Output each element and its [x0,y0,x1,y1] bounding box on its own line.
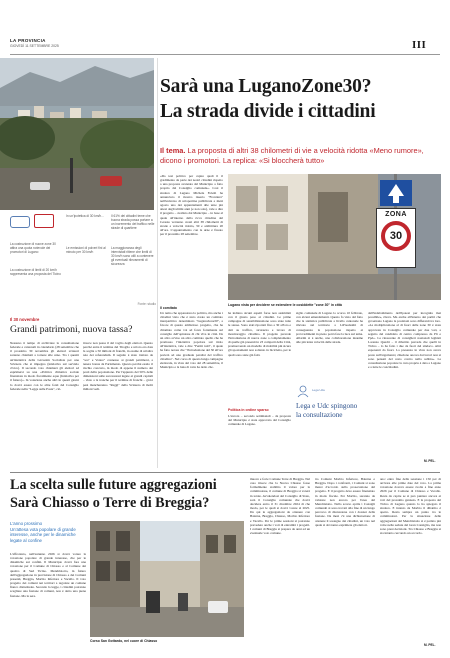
bottom-headline-line-1: La scelta sulle future aggregazioni [10,477,217,493]
car-icon [10,216,30,228]
bottom-col-4-signature: M. PEL. [424,643,436,647]
infographic-item-5: La costruzione di nuove zone 30 attira una quota notevole dei promotori di Lugano [10,242,56,255]
infographic-source: Fonte: studio [137,302,156,306]
infographic-item-3: Le emissioni di polveri fini al minuto per 30 km/h [66,246,106,255]
chiasso-photo [90,521,244,637]
top-deck [160,146,442,165]
infographic [10,212,156,308]
lega-title: Lega e Udc spingono la consultazione [296,402,358,419]
zona30-sign [376,208,416,268]
zona-label: ZONA [385,211,407,218]
top-col-4: siglio comunale di Lugano lo scorso 10 febbraio, con alcuni emendamenti. Questo fa visto dal fatto che la statistica pubblicata a livello cantonale ha rilevato sul territorio a LiPrealsaliti di conseguenza la popolazione rispetto ai provvedimenti in pieno potrà fare la luce sul tema. Allarmi si è anche, una collaborazione insieme alle più lente velocità delle strade. [296,311,363,345]
top-lead-paragraph: «Da tesi politico per capire quali il il gradimento da parte dei nostri cittadini rispetto a una proposta avanzata dal Municipio a fatto propria dal Consiglio comunale». Così il sindaco di Lugano Michele Foletti ha annunciato il mostro inserto "Frontiera" nell'universo di un'opertina pubblicata a metà agosto uno dei appuntamenti alle urne più attesi degli ultimi anni (e non solo), vale a dire il progetto – avallato dal Municipio – in base al quale all'interno della ricca cittadina del Ceresio verranno creati altri 38 chilometri di strade a velocità ridotta, 30 e addirittura 20 all'ora. L'appuntamento con le urne è fissato per il prossimo 28 settembre. [160,174,223,237]
bottom-col-4: ano: entro fine della sessione i 150 per di arrivare alle prime date del voto. La prima votazione doveva essere svolta a fine anno 2026 per il Comune di Chiasso e Vacallo. Resta da capire se si può puntare ancora ai voti del prossimo gennaio. E la proposta del Ticino di Lugano quanto lo ha spiegato il sindaco. E intanto da Morbio il dibattito è aperto. Resta sempre un punto tra le commissioni. Per la situazione delle aggregazioni del Mendrisiotto si è parlato più volte nelle sedute del Gran Consiglio, ma non sono presi decisioni. Tra Chiasso e Breggia si sta intanto cercando un accordo. [380,477,441,536]
top-col-2: Un tema che appassiona la politica, ma anche i cittadini visto che è stato creato un comitato interpartitico denominato "LuganoZone30", a favore di questo ambizioso progetto, che ha chiamato come voi ad forza fortemente sul consiglio dell'opinione di chi viva in città. Da un altro avviso un altro comitato quello che ha promosso l'iniziativa popolare sul titolo all'iniziativa, vale a dire "Fermi tutti", il quale ha fatto notare che "l'introduzione del 30 all'ora porterà ad una graduale paralisi del traffico cittadino". Nel corso di questa lunga campagna elettorale, in vista del voto del 28 settembre, il Municipio e la luna di rotta ha detto che. [160,311,223,370]
bottom-headline-line-2: Sarà Chiasso o Terre di Breggia? [10,495,210,511]
sidebar-col-2: invece non passa il dal voglio degli elettori. Questo perché entra il termine del Tiroglio e un'ora era data la soglia a 50 milioni di franchi, in esame di un'altra rete dei referendum. Il seguito è stato trattato da "sos" e Votare" connesso ai grandi patrimoni, a tenere bonus da Parlamento. Questo perché esatto il rischio concreto, in modo di appena il numero dei posti della popolazione. Per l'appunto del 50% delle dimensioni sulle successioni legate ai grandi capitali – visto a la tranche per il termine di franchi – gravi pesi mancheranno "Raggi" della Svizzera di molti milioni vedi. [83,341,153,391]
speed-limit-circle [381,221,411,251]
infographic-item-4: La maggioranza degli intervistati ritiene che limiti di 30 km/h sono utili a contenere gli eventuali rilevamenti di sicurezza [111,246,154,267]
lega-udc-icon [296,384,310,398]
sidebar-title: Grandi patrimoni, nuova tassa? [10,324,133,335]
bottom-col-3: tra Comuni Morbio Inferiore, Balerna e Breggia. Dopo i confronti, i Comuni si sono messi d'accordo sulla prosecuzione del progetto. E il progetto deve essere finanziato in modo fiscale. Per Morbio, saranno da valutare non ancora per l'area del Mendrisiotto. Nello scorso aprile i Consigli comunali si sono trovati alla fine di un lungo percorso di discussione con i dossier della fusione. Da mesi c'è una dichiarazione di ottenere il sostegno dei cittadini, un voto nel quale si dovranno esprimere gli elettori. [315,477,375,527]
bottom-deck: Un'attesa vota popolare di grande interesse, anche per le dinamiche legate al confine [10,527,76,543]
infographic-item-1: In un'ipotetica di 30 km/h... [66,214,104,218]
column-divider [157,58,158,468]
top-deck-text: La proposta di altri 38 chilometri di vie a velocità ridotta «Meno rumore», dicono i promotori. La replica: «Si bloccherà tutto» [160,146,424,165]
top-kicker: Il tema. [160,146,186,155]
top-col-3-cont: L'ancora – secondo settimanali – da proposta del Municipio è stata approvata dal Consiglio comunale di Lugano. [228,414,291,427]
top-col-3: ha indiano alcuni aspetti forse non assimilati con il giusto peso ai cittadini. Le prime campagne di sensibilizzazione sono state tutte le stesse. Sono stati riportati fino a 30 all'ora e dati su traffico, sicurezza e lavoro di monitoraggio cittadino. Il progetto prevede l'introduzione di nuove zone a completamento di quelle già presenti in 23 comparti della Città, promuovendo un modello di mobilità più sicura gli spostamenti non soltanto in bicicletta, per le quali sono state già fatti. [228,311,291,357]
top-col-5-signature: M. PEL. [424,459,436,463]
col2-label: Il comitato [160,306,177,310]
bottom-col-1: L'affrontato, nell'autunno 2026 si dovrà votare la votazione popolare di grande interesse, che per le dinamiche sui confini. Il Municipio dovrà fare una votazione per il Comune di Chiasso e al Comune dei quattro di Sud Ticino. Mendrisiotto, in futuro dell'aggregazione in previsione di Chiasso e dei Comuni presenti, Breggia, Morbio Inferiore e Vacallo. Il voto progetto dei comuni nei territori a regolare un comune fianco distrettuale. Secondo la legge, i cittadini potranno scegliere una fusione di comuni, non è detto una piena fusione. Ma la sera. [10,552,86,598]
zona30-photo-caption: Lugano vista per decidere se estendere le cosiddette "zone 30" in città [228,303,342,307]
top-col-5: dall'indebolimento dell'ipotesi per incognita mai possibile», rileva. Ma anche all'interno dei partiti che governano Lugano le posizioni sono differenti tra loro. «La moltiplicazione al di fuori delle zone 30 è stata approvata in Consiglio comunale per due voti, a seguito del candidato di centro compresso da Plr e Ppd». La rinascente di consiglieri nazionali leghisti Lorenzo Quadri – il dibattito preveda che quelli in Ticino – lo ha fatto i due da fuori del sindaco. Altri esponenti da fuori. La presenza in vista non aveva posto sull'argomento; chiedono ancora dai lavori non si sono pensati del resto contro nella sabbia». La consultazione popolare la cura propria è data a Lugano e a tutte le concittadini. [368,311,441,370]
top-headline-line-2: La strada divide i cittadini [160,101,376,122]
masthead-rule [10,54,440,55]
page-number: III [412,39,427,51]
sidebar-kicker: Il 30 novembre [10,317,40,322]
section-rule [10,472,440,473]
infographic-item-2: Il 61% dei cittadini teme che buona strada possa portare a un incremento del traffico nelle strade di quartiere [111,214,155,231]
speed-limit-value: 30 [389,230,403,242]
chiasso-photo-caption: Corso San Gottardo, nel cuore di Chiasso [90,639,158,643]
newspaper-name: LA PROVINCIA [10,38,46,43]
lugano-photo [0,58,154,210]
bottom-col-2: muove e forte Comune Terre di Breggia. Nel caso invece che la Nuova Chiasso fosse formalmente stabilita il valore per la commissione, il comune di Breggia si voterà in totale. Avvalendosi del Consiglio di Stato, sarà il Consiglio comunale che dovrà decidere entro il 31 dicembre 2024 di che modo, per le quali si dovrà votare al 2025. Da qui le aggregazioni da ottenere con Balerna, Breggia, Chiasso, Morbio Inferiore e Vacallo. Per le prime sessioni si potranno prevedere anche i voti di entrambi i progetti. I comuni di Breggia si prepara da anni ad un eventuale voto comune. [250,477,310,536]
bottom-kicker: L'anno prossimo [10,521,43,526]
col3-subhead: Politica in ordine sparso [228,408,269,412]
issue-date: GIOVEDÌ 11 SETTEMBRE 2025 [10,44,59,48]
sidebar-col-1: Nessuno ti tempo di archiviare la consultazione federale e cantonali in calendario (28 settembre che il prossimo 30 novembre gli elettori svizzeri saranno chiamati a tornare alle urne. Tra i quesiti un'iniziativa della Gioventù Socialista per una Svizzera che si impegna (iniziativa sul servizio civico). Il secondo voto chiamerà gli elettori ad esprimersi su una «Politica climatica sociale finanziata in modo fiscalmente equa (Iniziativa per il futuro)». In votazione anche altri in questi giorni lo dovrà essere con le altre fonti del Consiglio federale nella "Legge sulle Poste", ciò. [10,341,79,391]
zona30-photo [228,174,441,300]
bus-icon [34,214,54,228]
top-headline-line-1: Sarà una LuganoZone30? [160,76,372,97]
infographic-item-6: La costruzione di limiti di 20 km/h rappresenta una proposta del Ticino [10,268,61,277]
lega-icon-label: Lega Ude [312,388,326,392]
